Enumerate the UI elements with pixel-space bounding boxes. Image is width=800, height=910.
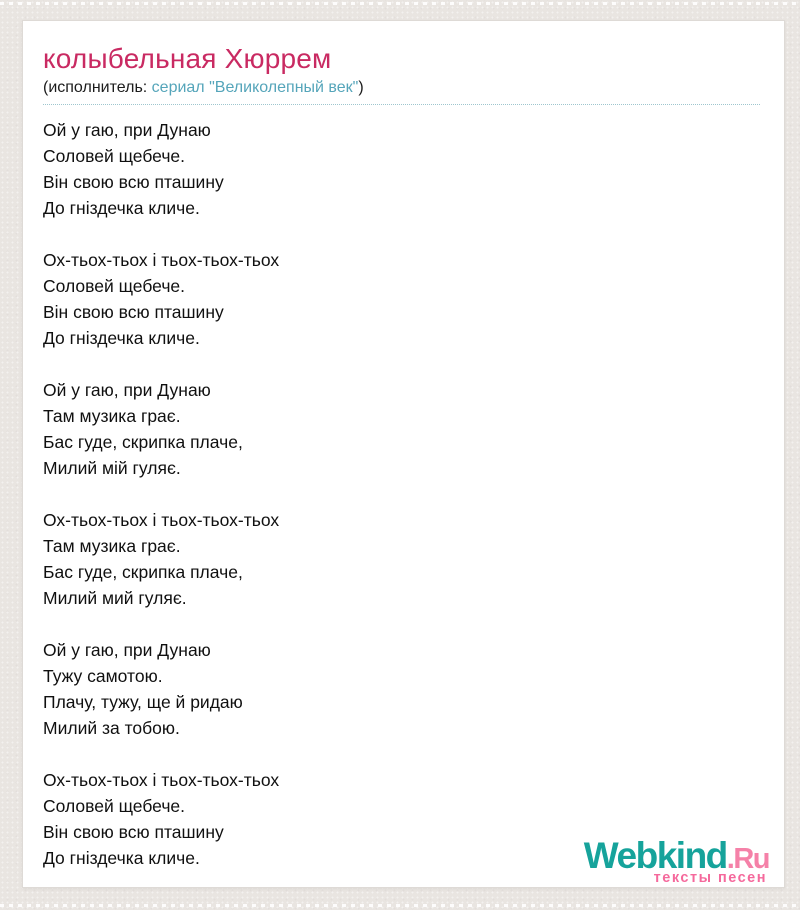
lyric-line: Там музика грає. xyxy=(43,536,181,556)
lyric-line: Бас гуде, скрипка плаче, xyxy=(43,562,243,582)
lyric-line: Соловей щебече. xyxy=(43,796,186,816)
logo-ru: .Ru xyxy=(726,842,769,875)
lyric-line: Там музика грає. xyxy=(43,406,181,426)
lyric-line: Ох-тьох-тьох і тьох-тьох-тьох xyxy=(43,250,280,270)
artist-label: (исполнитель: xyxy=(43,79,152,96)
lyric-line: Бас гуде, скрипка плаче, xyxy=(43,432,243,452)
page-title: колыбельная Хюррем xyxy=(43,43,332,74)
lyric-line: Плачу, тужу, ще й ридаю xyxy=(43,692,243,712)
stanza xyxy=(43,117,760,221)
artist-line-close: ) xyxy=(358,79,364,96)
lyric-line: Він свою всю пташину xyxy=(43,172,224,192)
lyric-line: Ох-тьох-тьох і тьох-тьох-тьох xyxy=(43,510,280,530)
song-header xyxy=(43,43,760,105)
lyric-line: Ой у гаю, при Дунаю xyxy=(43,380,211,400)
stanza xyxy=(43,247,760,351)
bottom-dashed-border xyxy=(0,904,800,907)
lyric-line: Тужу самотою. xyxy=(43,666,163,686)
lyrics xyxy=(43,117,760,871)
lyric-line: Соловей щебече. xyxy=(43,146,186,166)
lyric-line: Милий мій гуляє. xyxy=(43,458,181,478)
webkind-logo[interactable] xyxy=(583,834,769,886)
lyric-line: Він свою всю пташину xyxy=(43,302,224,322)
logo-webkind: Webkind xyxy=(583,834,727,876)
lyric-line: До гніздечка кличе. xyxy=(43,848,200,868)
lyric-line: Милий за тобою. xyxy=(43,718,180,738)
webkind-logo-text xyxy=(583,834,769,876)
lyric-line: Він свою всю пташину xyxy=(43,822,224,842)
lyric-line: Ой у гаю, при Дунаю xyxy=(43,120,211,140)
lyric-line: До гніздечка кличе. xyxy=(43,328,200,348)
lyric-line: Соловей щебече. xyxy=(43,276,186,296)
artist-link[interactable]: сериал "Великолепный век" xyxy=(151,79,359,96)
logo-tagline: тексты песен xyxy=(653,869,767,886)
lyric-line: Ох-тьох-тьох і тьох-тьох-тьох xyxy=(43,770,280,790)
stanza xyxy=(43,637,760,741)
lyric-line: До гніздечка кличе. xyxy=(43,198,200,218)
top-dashed-border xyxy=(0,2,800,5)
content-card xyxy=(22,20,785,888)
lyric-line: Ой у гаю, при Дунаю xyxy=(43,640,211,660)
stanza xyxy=(43,507,760,611)
stanza xyxy=(43,377,760,481)
artist-line xyxy=(43,78,760,97)
lyric-line: Милий мий гуляє. xyxy=(43,588,187,608)
